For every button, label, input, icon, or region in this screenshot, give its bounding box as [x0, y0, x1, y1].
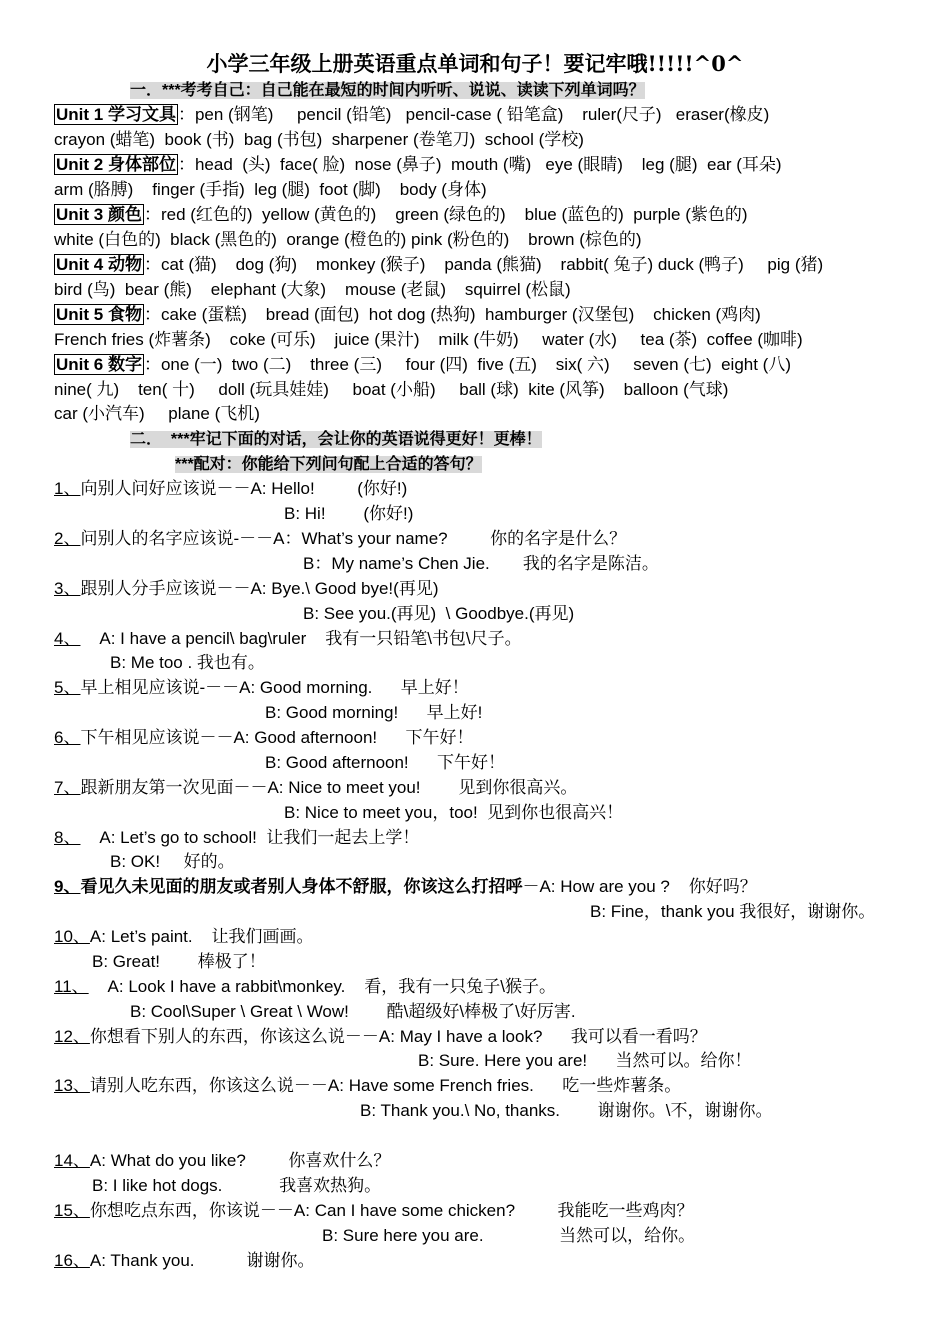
dialog-9-a-text: －A: How are you ? 你好吗？ — [522, 877, 757, 896]
unit1-line2: crayon (蜡笔) book (书) bag (书包) sharpener (卷笔刀) school (学校) — [54, 130, 584, 149]
section1-heading-text: 一．***考考自己：自己能在最短的时间内听听、说说、读读下列单词吗？ — [130, 82, 645, 99]
dialog-16-a — [54, 1250, 314, 1272]
dialog-13-a-text: 请别人吃东西，你该这么说－－A: Have some French fries. 吃一些炸薯条。 — [89, 1076, 682, 1095]
dialog-9-a — [54, 876, 757, 898]
unit1-sep: ： — [177, 105, 195, 124]
dialog-15-num: 15、 — [54, 1201, 90, 1220]
dialog-7-a — [54, 777, 577, 799]
dialog-3-b: B: See you.(再见) \ Goodbye.(再见) — [303, 604, 575, 623]
unit4-line2: bird (鸟) bear (熊) elephant (大象) mouse (老鼠) squirrel (松鼠) — [54, 280, 571, 299]
unit3-sep: ： — [143, 205, 161, 224]
dialog-7-b: B: Nice to meet you，too! 见到你也很高兴！ — [284, 803, 624, 822]
unit1-words-1: pen (钢笔) pencil (铅笔) pencil-case ( 铅笔盒) ruler(尺子) eraser(橡皮) — [194, 105, 770, 124]
dialog-12-num: 12、 — [54, 1027, 90, 1046]
dialog-10-num: 10、 — [54, 927, 90, 946]
dialog-14-a-text: A: What do you like? 你喜欢什么？ — [89, 1151, 391, 1170]
dialog-5-b: B: Good morning! 早上好! — [265, 703, 483, 722]
section2-heading — [130, 428, 542, 451]
section2-subheading — [175, 453, 482, 476]
dialog-10-a — [54, 926, 314, 948]
dialog-9-b: B: Fine，thank you 我很好，谢谢你。 — [590, 902, 876, 921]
dialog-5-num: 5、 — [54, 678, 81, 697]
unit2-words-1: head (头) face( 脸) nose (鼻子) mouth (嘴) eye (眼睛) leg (腿) ear (耳朵) — [194, 155, 782, 174]
dialog-8-b: B: OK! 好的。 — [110, 852, 235, 871]
dialog-4-num: 4、 — [54, 629, 81, 648]
dialog-1-num: 1、 — [54, 479, 81, 498]
unit2-line1 — [54, 154, 782, 176]
unit5-words-1: cake (蛋糕) bread (面包) hot dog (热狗) hamburger (汉堡包) chicken (鸡肉) — [160, 305, 761, 324]
dialog-4-b: B: Me too . 我也有。 — [110, 653, 265, 672]
unit3-line2: white (白色的) black (黑色的) orange (橙色的) pink (粉色的) brown (棕色的) — [54, 230, 642, 249]
dialog-9-prompt: 看见久未见面的朋友或者别人身体不舒服，你该这么打招呼 — [80, 877, 523, 896]
dialog-1-a-text: 向别人问好应该说－－A: Hello! (你好!) — [80, 479, 408, 498]
unit1-line1 — [54, 104, 769, 126]
dialog-15-a — [54, 1200, 694, 1222]
dialog-6-a-text: 下午相见应该说－－A: Good afternoon! 下午好！ — [80, 728, 474, 747]
unit2-line2: arm (胳膊) finger (手指) leg (腿) foot (脚) body (身体) — [54, 180, 487, 199]
dialog-4-a-text: A: I have a pencil\ bag\ruler 我有一只铅笔\书包\尺子。 — [80, 629, 522, 648]
section2-heading-text: 二． ***牢记下面的对话，会让你的英语说得更好！更棒！ — [130, 431, 542, 448]
unit5-label: Unit 5 食物 — [56, 305, 142, 324]
unit5-line2: French fries (炸薯条) coke (可乐) juice (果汁) milk (牛奶) water (水) tea (茶) coffee (咖啡) — [54, 330, 803, 349]
dialog-10-a-text: A: Let’s paint. 让我们画画。 — [89, 927, 314, 946]
unit6-words-1: one (一) two (二) three (三) four (四) five (五) six( 六) seven (七) eight (八) — [160, 355, 791, 374]
section2-subheading-text: ***配对：你能给下列问句配上合适的答句？ — [175, 456, 482, 473]
unit3-line1 — [54, 204, 748, 226]
unit3-words-1: red (红色的) yellow (黄色的) green (绿色的) blue (蓝色的) purple (紫色的) — [160, 205, 748, 224]
dialog-3-a-text: 跟别人分手应该说－－A: Bye.\ Good bye!(再见) — [80, 579, 439, 598]
unit6-line1 — [54, 354, 791, 376]
dialog-11-a — [54, 976, 556, 998]
dialog-2-b: B：My name’s Chen Jie. 我的名字是陈洁。 — [303, 554, 659, 573]
dialog-3-num: 3、 — [54, 579, 81, 598]
dialog-12-b: B: Sure. Here you are! 当然可以。给你！ — [418, 1051, 752, 1070]
dialog-1-b: B: Hi! (你好!) — [284, 504, 414, 523]
dialog-7-num: 7、 — [54, 778, 81, 797]
dialog-13-num: 13、 — [54, 1076, 90, 1095]
dialog-12-a — [54, 1026, 707, 1048]
dialog-2-num: 2、 — [54, 529, 81, 548]
dialog-6-num: 6、 — [54, 728, 81, 747]
unit6-label: Unit 6 数字 — [56, 355, 142, 374]
unit3-label: Unit 3 颜色 — [56, 205, 142, 224]
dialog-3-a — [54, 578, 438, 600]
unit4-words-1: cat (猫) dog (狗) monkey (猴子) panda (熊猫) rabbit( 兔子) duck (鸭子) pig (猪) — [160, 255, 824, 274]
dialog-9-num: 9、 — [54, 877, 81, 896]
dialog-14-b: B: I like hot dogs. 我喜欢热狗。 — [92, 1176, 382, 1195]
dialog-16-num: 16、 — [54, 1251, 90, 1270]
unit6-line2: nine( 九) ten( 十) doll (玩具娃娃) boat (小船) ball (球) kite (风筝) balloon (气球) — [54, 380, 729, 399]
unit2-label: Unit 2 身体部位 — [56, 155, 176, 174]
dialog-1-a — [54, 478, 407, 500]
dialog-2-a-text: 问别人的名字应该说-－－A：What’s your name? 你的名字是什么？ — [80, 529, 627, 548]
section1-heading — [130, 79, 645, 102]
dialog-10-b: B: Great! 棒极了！ — [92, 952, 266, 971]
dialog-13-b: B: Thank you.\ No, thanks. 谢谢你。\不，谢谢你。 — [360, 1101, 773, 1120]
dialog-11-b: B: Cool\Super \ Great \ Wow! 酷\超级好\棒极了\好厉害. — [130, 1002, 576, 1021]
dialog-14-a — [54, 1150, 390, 1172]
unit4-line1 — [54, 254, 823, 276]
dialog-6-b: B: Good afternoon! 下午好！ — [265, 753, 505, 772]
dialog-8-num: 8、 — [54, 828, 81, 847]
unit6-line3: car (小汽车) plane (飞机) — [54, 404, 260, 423]
dialog-11-a-text: A: Look I have a rabbit\monkey. 看，我有一只兔子\猴子。 — [88, 977, 556, 996]
unit4-sep: ： — [143, 255, 161, 274]
dialog-16-a-text: A: Thank you. 谢谢你。 — [89, 1251, 315, 1270]
dialog-6-a — [54, 727, 473, 749]
dialog-13-a — [54, 1075, 681, 1097]
unit4-label: Unit 4 动物 — [56, 255, 142, 274]
unit2-sep: ： — [177, 155, 195, 174]
dialog-5-a — [54, 677, 469, 699]
unit6-sep: ： — [143, 355, 161, 374]
dialog-8-a-text: A: Let’s go to school! 让我们一起去上学！ — [80, 828, 420, 847]
page-title: 小学三年级上册英语重点单词和句子！要记牢哦!!!!!^0^ — [206, 51, 744, 76]
dialog-7-a-text: 跟新朋友第一次见面－－A: Nice to meet you! 见到你很高兴。 — [80, 778, 578, 797]
dialog-5-a-text: 早上相见应该说-－－A: Good morning. 早上好！ — [80, 678, 469, 697]
dialog-14-num: 14、 — [54, 1151, 90, 1170]
dialog-8-a — [54, 827, 419, 849]
dialog-11-num: 11、 — [54, 977, 89, 996]
dialog-4-a — [54, 628, 522, 650]
dialog-12-a-text: 你想看下别人的东西，你该这么说－－A: May I have a look? 我可以看一看吗？ — [89, 1027, 707, 1046]
dialog-15-b: B: Sure here you are. 当然可以，给你。 — [322, 1226, 696, 1245]
dialog-15-a-text: 你想吃点东西，你该说－－A: Can I have some chicken? 我能吃一些鸡肉？ — [89, 1201, 694, 1220]
unit5-line1 — [54, 304, 761, 326]
dialog-2-a — [54, 528, 626, 550]
unit1-label: Unit 1 学习文具 — [56, 105, 176, 124]
unit5-sep: ： — [143, 305, 161, 324]
